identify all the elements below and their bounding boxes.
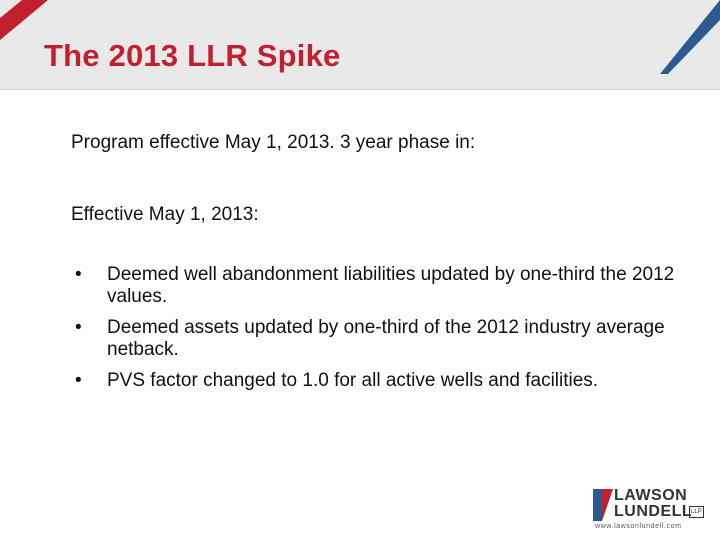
corner-red-stripe-icon [0,0,50,60]
bullet-dot-icon: • [75,264,82,285]
logo-mark-icon [593,489,613,521]
corner-blue-stripe-icon [660,0,720,80]
bullet-text: Deemed assets updated by one-third of the 2012 industry average netback. [107,317,665,360]
bullet-text: PVS factor changed to 1.0 for all active wells and facilities. [107,370,599,391]
logo-url: www.lawsonlundell.com [595,523,682,530]
logo-text-line2: LUNDELL [614,503,693,520]
bullet-text: Deemed well abandonment liabilities updated by one-third the 2012 values. [107,264,675,307]
lawson-lundell-logo [593,487,713,532]
bullet-dot-icon: • [75,317,82,338]
effective-heading: Effective May 1, 2013: [71,204,259,225]
header-band [0,0,720,90]
logo-text-line1: LAWSON [614,487,688,504]
logo-tag: LLP [689,506,704,518]
slide-title: The 2013 LLR Spike [44,38,341,73]
list-item [75,370,690,392]
intro-text: Program effective May 1, 2013. 3 year phase in: [71,132,476,153]
list-item [75,264,690,308]
bullet-dot-icon: • [75,370,82,391]
bullet-list [75,264,690,401]
slide-content [71,132,691,391]
list-item [75,317,690,361]
